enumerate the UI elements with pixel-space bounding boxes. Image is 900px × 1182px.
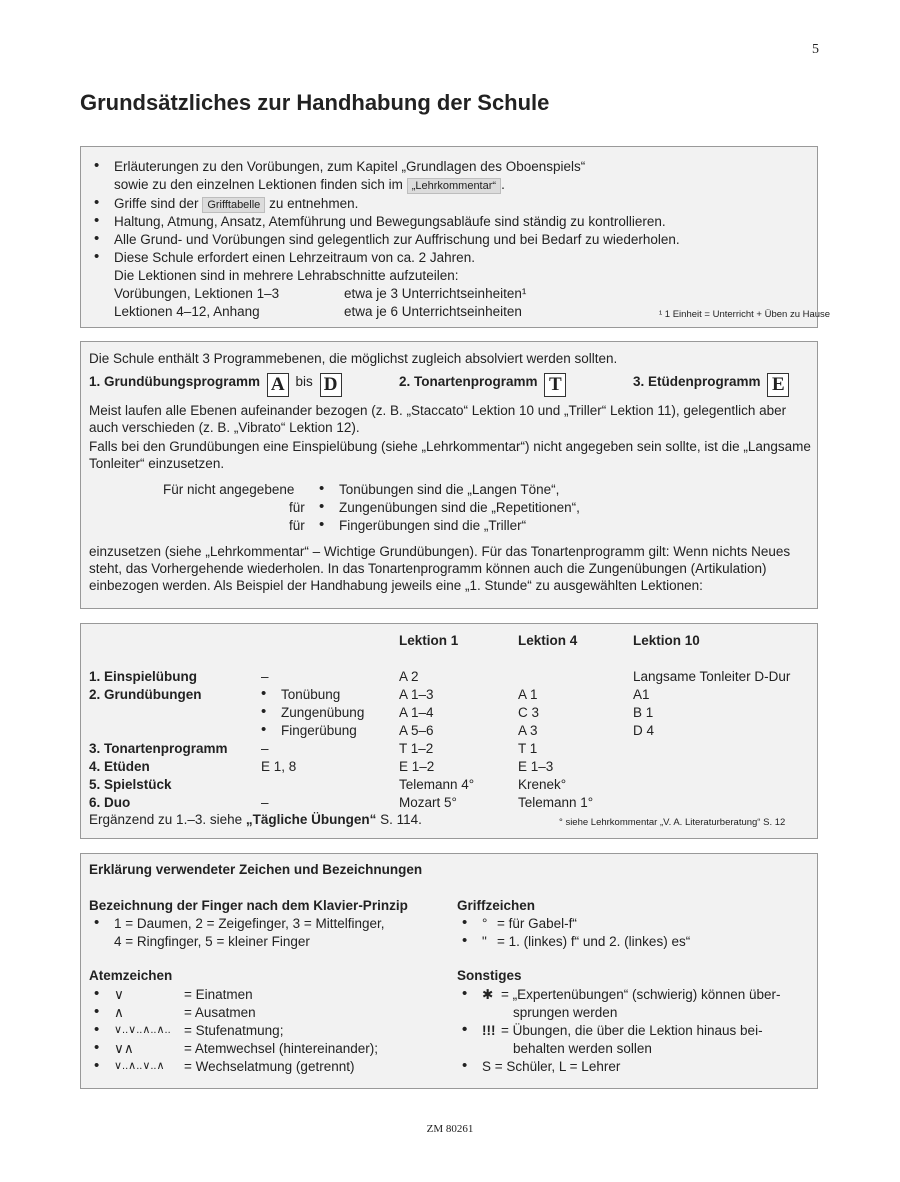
row-lektion-10: Langsame Tonleiter D-Dur — [633, 669, 791, 684]
triple-exclamation-icon: • !!! — [482, 1022, 496, 1039]
row-lektion-1: A 2 — [399, 669, 419, 684]
row-sub: • Fingerübung — [281, 722, 357, 739]
program-paragraph-3: einzusetzen (siehe „Lehrkommentar“ – Wichtige Grundübungen). Für das Tonartenprogramm gilt: Wenn nichts Neues steht, das Vorhergehende wiederholen. In das Tonartenprogramm können auch die Zungenübungen (Artikulation) einbezogen werden. Als Beispiel der Handhabung jeweils eine „1. Stunde“ zu ausgewählten Lektionen: — [89, 544, 791, 593]
schedule-row-2-right: etwa je 6 Unterrichtseinheiten — [344, 304, 522, 319]
catalog-code: ZM 80261 — [426, 1123, 474, 1135]
griff-text-1: = für Gabel-f“ — [497, 916, 577, 931]
header-lektion-10: Lektion 10 — [633, 633, 700, 648]
note-bullet-1: • Erläuterungen zu den Vorübungen, zum Kapitel „Grundlagen des Oboenspiels“ — [114, 158, 585, 175]
note-bullet-2: • Griffe sind der Grifftabelle zu entnehmen. — [114, 195, 358, 213]
program-intro: Die Schule enthält 3 Programmebenen, die möglichst zugleich absolviert werden sollten. — [89, 351, 618, 366]
lehrkommentar-tag: „Lehrkommentar“ — [407, 178, 501, 194]
row-lektion-4: T 1 — [518, 741, 538, 756]
row-lektion-4: E 1–3 — [518, 759, 554, 774]
atem-text-4: = Atemwechsel (hintereinander); — [184, 1041, 378, 1056]
sonst-text-3: • S = Schüler, L = Lehrer — [482, 1058, 620, 1075]
note-bullet-5: • Diese Schule erfordert einen Lehrzeitraum von ca. 2 Jahren. — [114, 249, 475, 266]
substitute-row-1: • Tonübungen sind die „Langen Töne“, — [339, 481, 559, 498]
row-lektion-1: A 5–6 — [399, 723, 434, 738]
schedule-row-1-left: Vorübungen, Lektionen 1–3 — [114, 286, 280, 301]
substitute-row-2-prefix: für — [289, 500, 305, 515]
note-bullet-5-line-2: Die Lektionen sind in mehrere Lehrabschnitte aufzuteilen: — [114, 268, 459, 283]
row-lektion-4: Krenek° — [518, 777, 567, 792]
atem-sym-1: • ∨ — [114, 986, 124, 1003]
note-bullet-3: • Haltung, Atmung, Ansatz, Atemführung und Bewegungsabläufe sind ständig zu kontrollieren. — [114, 213, 666, 230]
row-sub: – — [261, 741, 269, 756]
program-2: 2. Tonartenprogramm T — [399, 373, 569, 397]
atem-title: Atemzeichen — [89, 968, 173, 983]
substitute-row-2: • Zungenübungen sind die „Repetitionen“, — [339, 499, 580, 516]
row-lektion-4: A 1 — [518, 687, 538, 702]
program-letter-t: T — [544, 373, 566, 397]
sonst-title: Sonstiges — [457, 968, 522, 983]
row-lektion-4: A 3 — [518, 723, 538, 738]
griff-sym-1: • ° — [482, 915, 487, 932]
program-1: 1. Grundübungsprogramm A bis D — [89, 373, 345, 397]
program-3: 3. Etüdenprogramm E — [633, 373, 792, 397]
row-label: 5. Spielstück — [89, 777, 172, 792]
row-lektion-1: T 1–2 — [399, 741, 434, 756]
finger-line-2: 4 = Ringfinger, 5 = kleiner Finger — [114, 934, 310, 949]
schedule-row-2-left: Lektionen 4–12, Anhang — [114, 304, 260, 319]
sonst-text-1: = „Expertenübungen“ (schwierig) können über- — [501, 987, 781, 1002]
sonst-text-2: = Übungen, die über die Lektion hinaus bei- — [501, 1023, 763, 1038]
legend-title: Erklärung verwendeter Zeichen und Bezeichnungen — [89, 862, 423, 877]
substitute-row-3: • Fingerübungen sind die „Triller“ — [339, 517, 526, 534]
row-sub: – — [261, 669, 269, 684]
row-sub: • Tonübung — [281, 686, 340, 703]
literature-footnote: ° siehe Lehrkommentar „V. A. Literaturberatung“ S. 12 — [559, 817, 786, 828]
atem-sym-2: • ∧ — [114, 1004, 124, 1021]
unit-footnote: ¹ 1 Einheit = Unterricht + Üben zu Hause — [659, 309, 831, 320]
page-number: 5 — [812, 42, 819, 57]
atem-text-3: = Stufenatmung; — [184, 1023, 284, 1038]
row-label: 1. Einspielübung — [89, 669, 198, 684]
note-bullet-1-line-2: sowie zu den einzelnen Lektionen finden sich im „Lehrkommentar“ . — [114, 177, 505, 192]
grifftabelle-tag: Grifftabelle — [202, 197, 265, 213]
schedule-row-1-right: etwa je 3 Unterrichtseinheiten¹ — [344, 286, 527, 301]
program-letter-a: A — [267, 373, 289, 397]
program-paragraph-1: Meist laufen alle Ebenen aufeinander bezogen (z. B. „Staccato“ Lektion 10 und „Triller“ Lektion 11), gelegentlich aber auch verschieden (z. B. „Vibrato“ Lektion 12). — [89, 403, 787, 435]
header-lektion-4: Lektion 4 — [518, 633, 578, 648]
lesson-example-box — [80, 623, 818, 839]
row-sub: – — [261, 795, 269, 810]
program-letter-d: D — [320, 373, 342, 397]
usage-notes-box — [80, 146, 831, 328]
program-letter-e: E — [767, 373, 789, 397]
program-levels-box — [80, 341, 818, 609]
sonst-text-1-line-2: sprungen werden — [513, 1005, 618, 1020]
row-lektion-4: C 3 — [518, 705, 540, 720]
griff-sym-2: • ʺ — [482, 933, 487, 950]
row-lektion-1: E 1–2 — [399, 759, 435, 774]
atem-sym-4: • ∨∧ — [114, 1040, 134, 1057]
atem-sym-3: • ∨..∨..∧..∧.. — [114, 1022, 171, 1039]
program-paragraph-2: Falls bei den Grundübungen eine Einspielübung (siehe „Lehrkommentar“) nicht angegeben sein sollte, ist die „Langsame Tonleiter“ einzusetzen. — [89, 439, 811, 471]
symbols-legend-box — [80, 853, 818, 1089]
row-label: 3. Tonartenprogramm — [89, 741, 228, 756]
atem-text-1: = Einatmen — [184, 987, 253, 1002]
atem-text-2: = Ausatmen — [184, 1005, 256, 1020]
row-lektion-1: Mozart 5° — [399, 795, 457, 810]
asterisk-icon: • ✱ — [482, 986, 493, 1003]
row-lektion-10: B 1 — [633, 705, 654, 720]
row-label: 4. Etüden — [89, 759, 150, 774]
row-lektion-4: Telemann 1° — [518, 795, 594, 810]
griff-text-2: = 1. (linkes) f“ und 2. (linkes) es“ — [497, 934, 691, 949]
note-bullet-4: • Alle Grund- und Vorübungen sind gelegentlich zur Auffrischung und bei Bedarf zu wiederholen. — [114, 231, 680, 248]
row-sub: • Zungenübung — [281, 704, 364, 721]
finger-title: Bezeichnung der Finger nach dem Klavier-Prinzip — [89, 898, 408, 913]
row-lektion-1: A 1–4 — [399, 705, 434, 720]
row-lektion-10: A1 — [633, 687, 650, 702]
substitute-row-3-prefix: für — [289, 518, 305, 533]
row-lektion-1: Telemann 4° — [399, 777, 475, 792]
griff-title: Griffzeichen — [457, 898, 536, 913]
finger-line-1: • 1 = Daumen, 2 = Zeigefinger, 3 = Mittelfinger, — [114, 915, 385, 932]
substitute-row-1-prefix: Für nicht angegebene — [163, 482, 295, 497]
header-lektion-1: Lektion 1 — [399, 633, 459, 648]
row-lektion-1: A 1–3 — [399, 687, 434, 702]
daily-exercises-note: Ergänzend zu 1.–3. siehe „Tägliche Übungen“ S. 114. — [89, 812, 422, 827]
row-label: 6. Duo — [89, 795, 131, 810]
row-sub: E 1, 8 — [261, 759, 297, 774]
sonst-text-2-line-2: behalten werden sollen — [513, 1041, 652, 1056]
atem-sym-5: • ∨..∧..∨..∧ — [114, 1058, 165, 1075]
atem-text-5: = Wechselatmung (getrennt) — [184, 1059, 355, 1074]
page-title: Grundsätzliches zur Handhabung der Schule — [80, 90, 550, 115]
row-label: 2. Grundübungen — [89, 687, 202, 702]
row-lektion-10: D 4 — [633, 723, 655, 738]
